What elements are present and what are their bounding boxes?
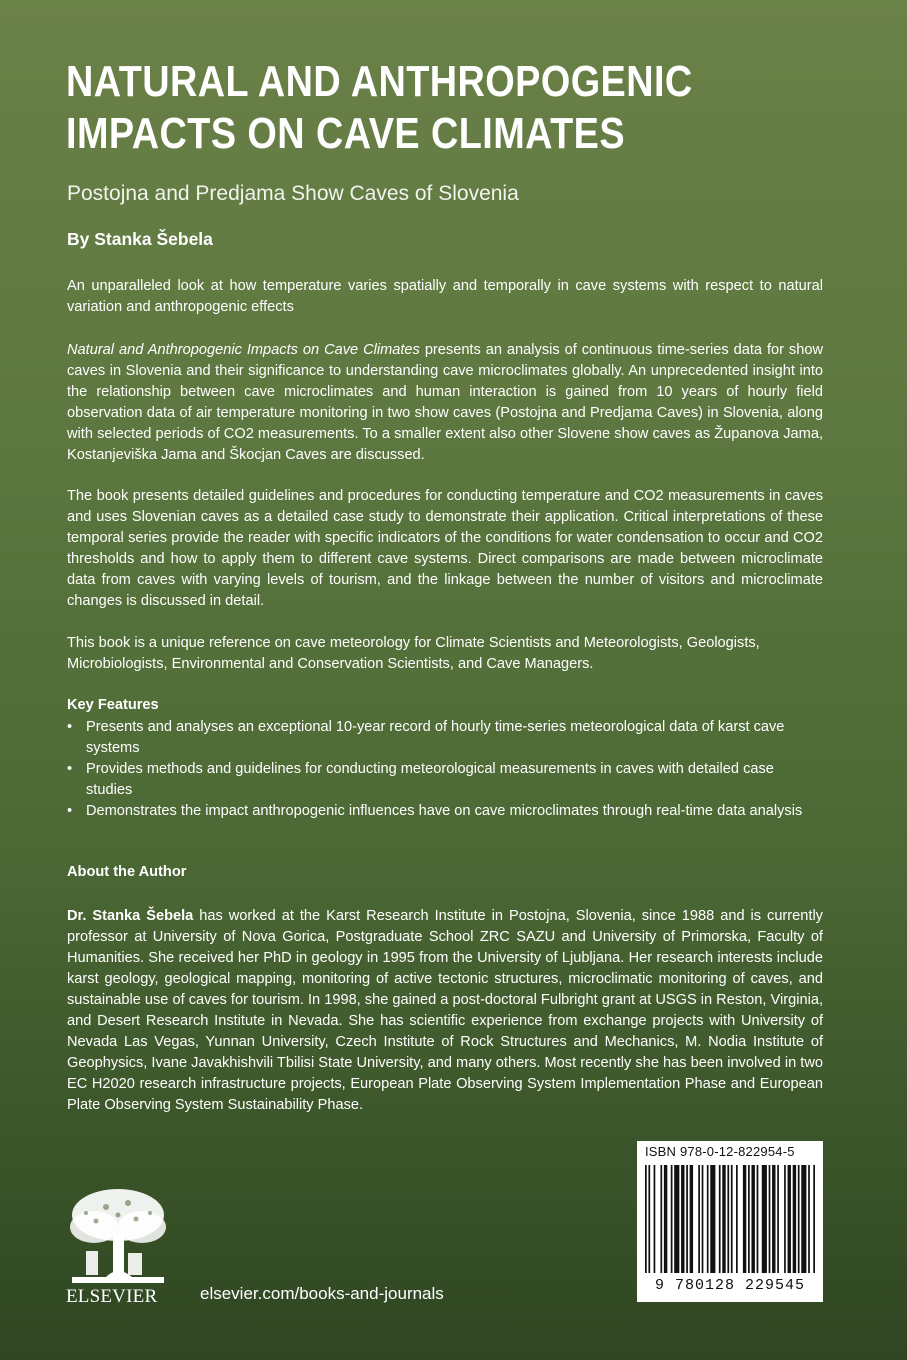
- description-text: presents an analysis of continuous time-series data for show caves in Slovenia and their significance to understanding cave microclimates globally. An unprecedented insight into the relationship between cave microclimates and human interaction is gained from 10 years of hourly field observation data of air temperature monitoring in two show caves (Postojna and Predjama Caves) in Slovenia, along with selected periods of CO2 measurements. To a smaller extent also other Slovene show caves as Županova Jama, Kostanjeviška Jama and Škocjan Caves are discussed.: [67, 342, 823, 463]
- key-features-heading: Key Features: [67, 697, 159, 713]
- title-line-2: IMPACTS ON CAVE CLIMATES: [66, 109, 625, 158]
- about-author-heading: About the Author: [67, 864, 187, 880]
- bullet-icon: •: [67, 761, 73, 777]
- author-bio: [67, 906, 823, 1116]
- publisher-website-link[interactable]: elsevier.com/books-and-journals: [200, 1284, 444, 1303]
- intro-paragraph: An unparalleled look at how temperature varies spatially and temporally in cave systems with respect to natural variation and anthropogenic effects: [67, 278, 823, 315]
- guidelines-paragraph: The book presents detailed guidelines and procedures for conducting temperature and CO2 measurements in caves and uses Slovenian caves as a detailed case study to demonstrate their application. Critical interpretations of these temporal series provide the reader with specific indicators of the conditions for water condensation to occur and CO2 thresholds and how to apply them to different cave systems. Direct comparisons are made between microclimate data from caves with varying levels of tourism, and the linkage between the number of visitors and microclimate changes is discussed in detail.: [67, 488, 823, 609]
- book-title-italic: Natural and Anthropogenic Impacts on Cave Climates: [67, 342, 420, 358]
- book-subtitle: Postojna and Predjama Show Caves of Slovenia: [67, 182, 519, 205]
- audience-paragraph: This book is a unique reference on cave meteorology for Climate Scientists and Meteorologists, Geologists, Microbiologists, Environmental and Conservation Scientists, and Cave Managers.: [67, 635, 760, 672]
- author-byline: By Stanka Šebela: [67, 229, 213, 249]
- book-title: [66, 56, 737, 160]
- title-line-1: NATURAL AND ANTHROPOGENIC: [66, 57, 693, 106]
- author-name: Dr. Stanka Šebela: [67, 908, 194, 924]
- elsevier-wordmark: ELSEVIER: [66, 1286, 158, 1307]
- key-features-list: [67, 717, 823, 822]
- isbn-label: ISBN 978-0-12-822954-5: [645, 1144, 795, 1159]
- description-paragraph: [67, 340, 823, 466]
- isbn-barcode-box: [637, 1141, 823, 1302]
- barcode-icon: [645, 1165, 815, 1273]
- author-bio-text: has worked at the Karst Research Institute in Postojna, Slovenia, since 1988 and is currently professor at University of Nova Gorica, Postgraduate School ZRC SAZU and University of Primorska, Faculty of Humanities. She received her PhD in geology in 1995 from the University of Ljubljana. Her research interests include karst geology, geological mapping, monitoring of active tectonic structures, microclimatic monitoring of caves, and sustainable use of caves for tourism. In 1998, she gained a post-doctoral Fulbright grant at USGS in Reston, Virginia, and Desert Research Institute in Nevada. She has scientific experience from exchange projects with University of Nevada Las Vegas, Yunnan University, Czech Institute of Rock Structures and Mechanics, M. Nodia Institute of Geophysics, Ivane Javakhishvili Tbilisi State University, and many others. Most recently she has been involved in two EC H2020 research infrastructure projects, European Plate Observing System Implementation Phase and European Plate Observing System Sustainability Phase.: [67, 908, 823, 1113]
- list-item: • Presents and analyses an exceptional 10-year record of hourly time-series meteorological data of karst cave systems: [67, 719, 785, 756]
- list-item: • Demonstrates the impact anthropogenic influences have on cave microclimates through real-time data analysis: [67, 801, 823, 822]
- bullet-icon: •: [67, 803, 73, 819]
- barcode-digits: 9 780128 229545: [654, 1277, 806, 1294]
- list-item: • Provides methods and guidelines for conducting meteorological measurements in caves with detailed case studies: [67, 761, 774, 798]
- bullet-icon: •: [67, 719, 73, 735]
